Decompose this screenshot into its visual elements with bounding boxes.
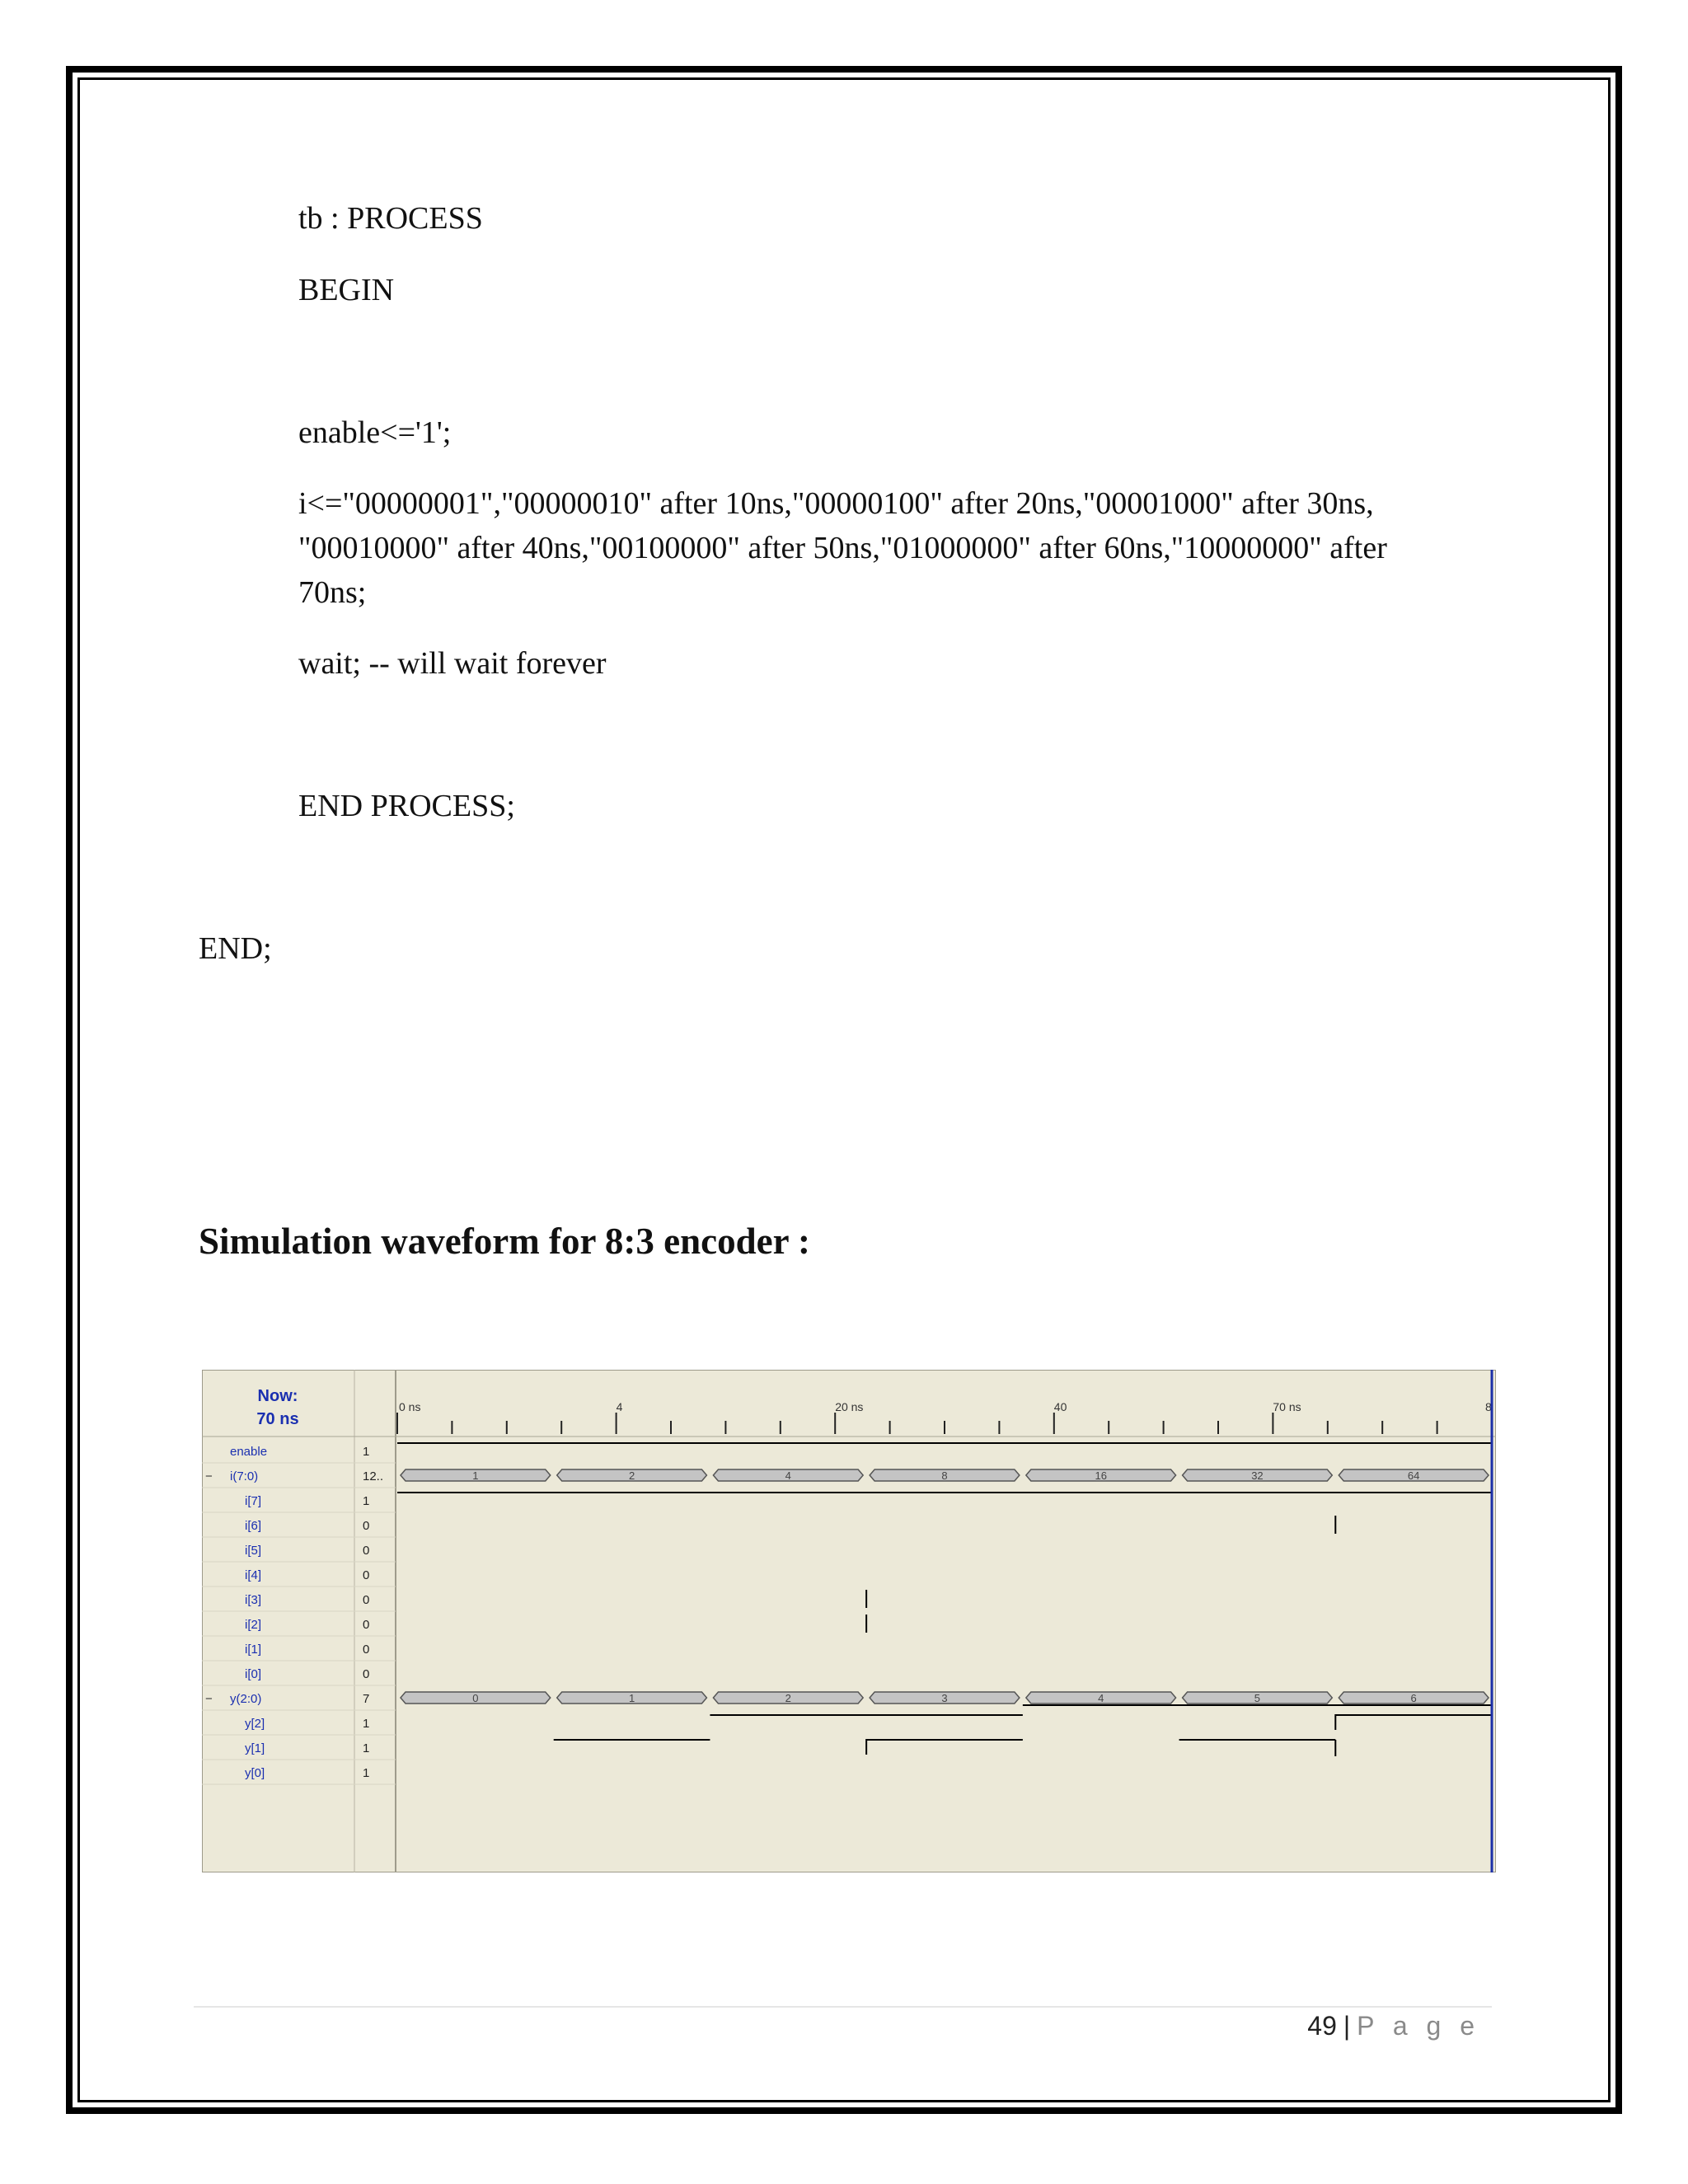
signal-value: 12..	[363, 1469, 384, 1483]
y-bus-value: 2	[785, 1692, 791, 1704]
i-bus-value: 8	[941, 1469, 948, 1482]
signal-value: 1	[363, 1494, 370, 1508]
signal-name: i[0]	[245, 1667, 262, 1681]
code-enable-line: enable<='1';	[298, 415, 452, 450]
signal-value: 0	[363, 1618, 370, 1632]
time-label: 40	[1053, 1400, 1067, 1413]
footer-separator: |	[1343, 2011, 1351, 2041]
signal-name: i[4]	[245, 1568, 262, 1582]
time-label: 8	[1485, 1400, 1492, 1413]
signal-value: 1	[363, 1766, 370, 1780]
code-i-line-3: 70ns;	[298, 575, 367, 610]
signal-value: 0	[363, 1643, 370, 1657]
i-bus-value: 1	[472, 1469, 479, 1482]
signal-name: i[1]	[245, 1643, 262, 1657]
now-label: Now:	[257, 1387, 298, 1405]
page-footer	[1307, 2011, 1480, 2041]
code-process-line: tb : PROCESS	[298, 201, 483, 236]
page-number: 49	[1307, 2011, 1337, 2041]
signal-value: 0	[363, 1593, 370, 1607]
time-label: 4	[616, 1400, 623, 1413]
expand-icon: −	[205, 1692, 213, 1706]
code-i-line-2: "00010000" after 40ns,"00100000" after 50ns,"01000000" after 60ns,"10000000" after	[298, 531, 1387, 565]
signal-name: enable	[230, 1445, 268, 1459]
code-i-line-1: i<="00000001","00000010" after 10ns,"00000100" after 20ns,"00001000" after 30ns,	[298, 486, 1374, 521]
signal-value: 0	[363, 1519, 370, 1533]
y-bus-value: 0	[472, 1692, 479, 1704]
time-label: 20 ns	[835, 1400, 864, 1413]
y-bus-value: 5	[1254, 1692, 1261, 1704]
waveform-screenshot	[202, 1370, 1496, 1872]
signal-name: i[6]	[245, 1519, 262, 1533]
i-bus-value: 2	[628, 1469, 635, 1482]
signal-name: i(7:0)	[230, 1469, 259, 1483]
signal-value: 0	[363, 1544, 370, 1558]
signal-value: 1	[363, 1741, 370, 1755]
waveform-viewer	[202, 1370, 1496, 1872]
expand-icon: −	[205, 1469, 213, 1483]
i-bus-value: 16	[1095, 1469, 1107, 1482]
time-label: 70 ns	[1273, 1400, 1301, 1413]
footer-rule	[194, 2006, 1492, 2008]
signal-name: y[0]	[245, 1766, 265, 1780]
code-wait-line: wait; -- will wait forever	[298, 646, 607, 681]
code-begin-line: BEGIN	[298, 273, 395, 307]
time-label: 0 ns	[399, 1400, 421, 1413]
signal-value: 1	[363, 1717, 370, 1731]
signal-value: 0	[363, 1568, 370, 1582]
signal-value: 1	[363, 1445, 370, 1459]
code-end-line: END;	[199, 931, 272, 966]
y-bus-value: 4	[1098, 1692, 1104, 1704]
y-bus-value: 3	[941, 1692, 948, 1704]
code-i-assignment	[298, 481, 1488, 615]
signal-name: i[5]	[245, 1544, 262, 1558]
section-heading: Simulation waveform for 8:3 encoder :	[199, 1221, 810, 1262]
signal-name: y[2]	[245, 1717, 265, 1731]
signal-value: 7	[363, 1692, 370, 1706]
now-value: 70 ns	[256, 1410, 299, 1428]
signal-name: y(2:0)	[230, 1692, 262, 1706]
signal-value: 0	[363, 1667, 370, 1681]
i-bus-value: 32	[1251, 1469, 1264, 1482]
signal-name: i[7]	[245, 1494, 262, 1508]
page-word: P a g e	[1357, 2011, 1480, 2041]
i-bus-value: 4	[785, 1469, 791, 1482]
code-end-process-line: END PROCESS;	[298, 789, 515, 823]
signal-name: i[3]	[245, 1593, 262, 1607]
y-bus-value: 6	[1410, 1692, 1417, 1704]
signal-name: y[1]	[245, 1741, 265, 1755]
i-bus-value: 64	[1407, 1469, 1420, 1482]
y-bus-value: 1	[628, 1692, 635, 1704]
signal-name: i[2]	[245, 1618, 262, 1632]
